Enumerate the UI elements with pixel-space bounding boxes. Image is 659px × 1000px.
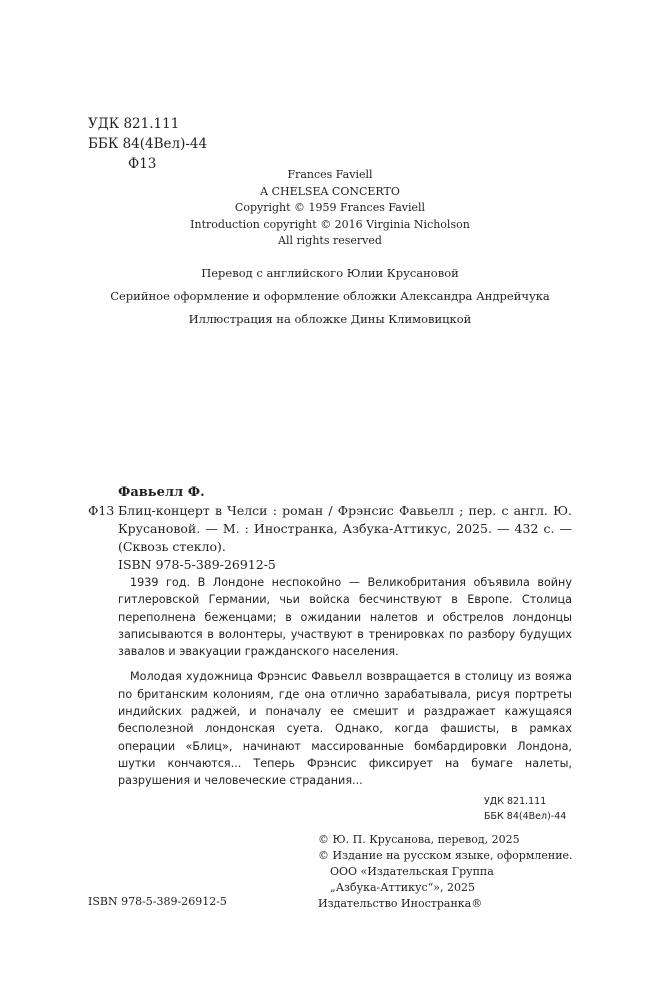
intro-copyright: Introduction copyright © 2016 Virginia Nicholson xyxy=(190,217,470,231)
copyright-line: „Азбука-Аттикус“», 2025 xyxy=(330,881,475,894)
copyright-line: © Издание на русском языке, оформление. xyxy=(318,849,573,862)
design-credit: Серийное оформление и оформление обложки Александра Андрейчука xyxy=(110,289,550,303)
translator-credit: Перевод с английского Юлии Крусановой xyxy=(201,266,459,280)
catalog-heading: Фавьелл Ф. xyxy=(118,485,205,500)
publisher-name: Издательство Иностранка® xyxy=(318,897,483,910)
edition-credits xyxy=(88,262,572,331)
classification-codes xyxy=(88,114,207,174)
isbn-bottom: ISBN 978-5-389-26912-5 xyxy=(88,895,227,908)
copyright-line: © Ю. П. Крусанова, перевод, 2025 xyxy=(318,833,520,846)
copyright-block xyxy=(318,832,573,912)
annotation-paragraph: Молодая художница Фрэнсис Фавьелл возвращается в столицу из вояжа по британским колониям, где она отлично зарабатывала, рисуя портреты индийских раджей, и поначалу ее смешит и раздражает кажущаяся бесполезной лондонская суета. Однако, когда фашисты, в рамках операции «Блиц», начинают массированные бомбардировки Лондона, шутки кончаются... Теперь Фрэнсис фиксирует на бумаге налеты, разрушения и человеческие страдания... xyxy=(118,670,572,788)
annotation-paragraph: 1939 год. В Лондоне неспокойно — Великобритания объявила войну гитлеровской Германии, чьи войска бесчинствуют в Европе. Столица переполнена беженцами; в ожидании налетов и обстрелов лондонцы записываются в волонтеры, участвуют в тренировках по разбору будущих завалов и эвакуации гражданского населения. xyxy=(118,576,572,659)
original-author: Frances Faviell xyxy=(287,168,373,181)
udk-code: УДК 821.111 xyxy=(88,116,180,132)
bbk-code: ББК 84(4Вел)-44 xyxy=(88,136,208,152)
bbk-code-small: ББК 84(4Вел)-44 xyxy=(484,811,567,822)
original-edition-info xyxy=(88,167,572,250)
original-title: A CHELSEA CONCERTO xyxy=(260,184,400,198)
author-mark: Ф13 xyxy=(128,156,157,172)
udk-code-small: УДК 821.111 xyxy=(484,796,547,807)
illustration-credit: Иллюстрация на обложке Дины Климовицкой xyxy=(188,312,472,326)
original-copyright: Copyright © 1959 Frances Faviell xyxy=(234,201,426,214)
catalog-isbn: ISBN 978-5-389-26912-5 xyxy=(118,557,276,572)
rights-reserved: All rights reserved xyxy=(278,234,382,247)
entry-text: Блиц-концерт в Челси : роман / Фрэнсис Фавьелл ; пер. с англ. Ю. Крусановой. — М. : Иностранка, Азбука-Аттикус, 2025. — 432 с. — (Сквозь стекло). xyxy=(118,503,572,554)
classification-codes-small xyxy=(484,794,566,824)
catalog-code: Ф13 xyxy=(88,503,115,518)
copyright-line: ООО «Издательская Группа xyxy=(330,865,494,878)
catalog-card xyxy=(88,484,572,790)
bibliographic-entry xyxy=(88,502,572,556)
annotation xyxy=(118,574,572,790)
